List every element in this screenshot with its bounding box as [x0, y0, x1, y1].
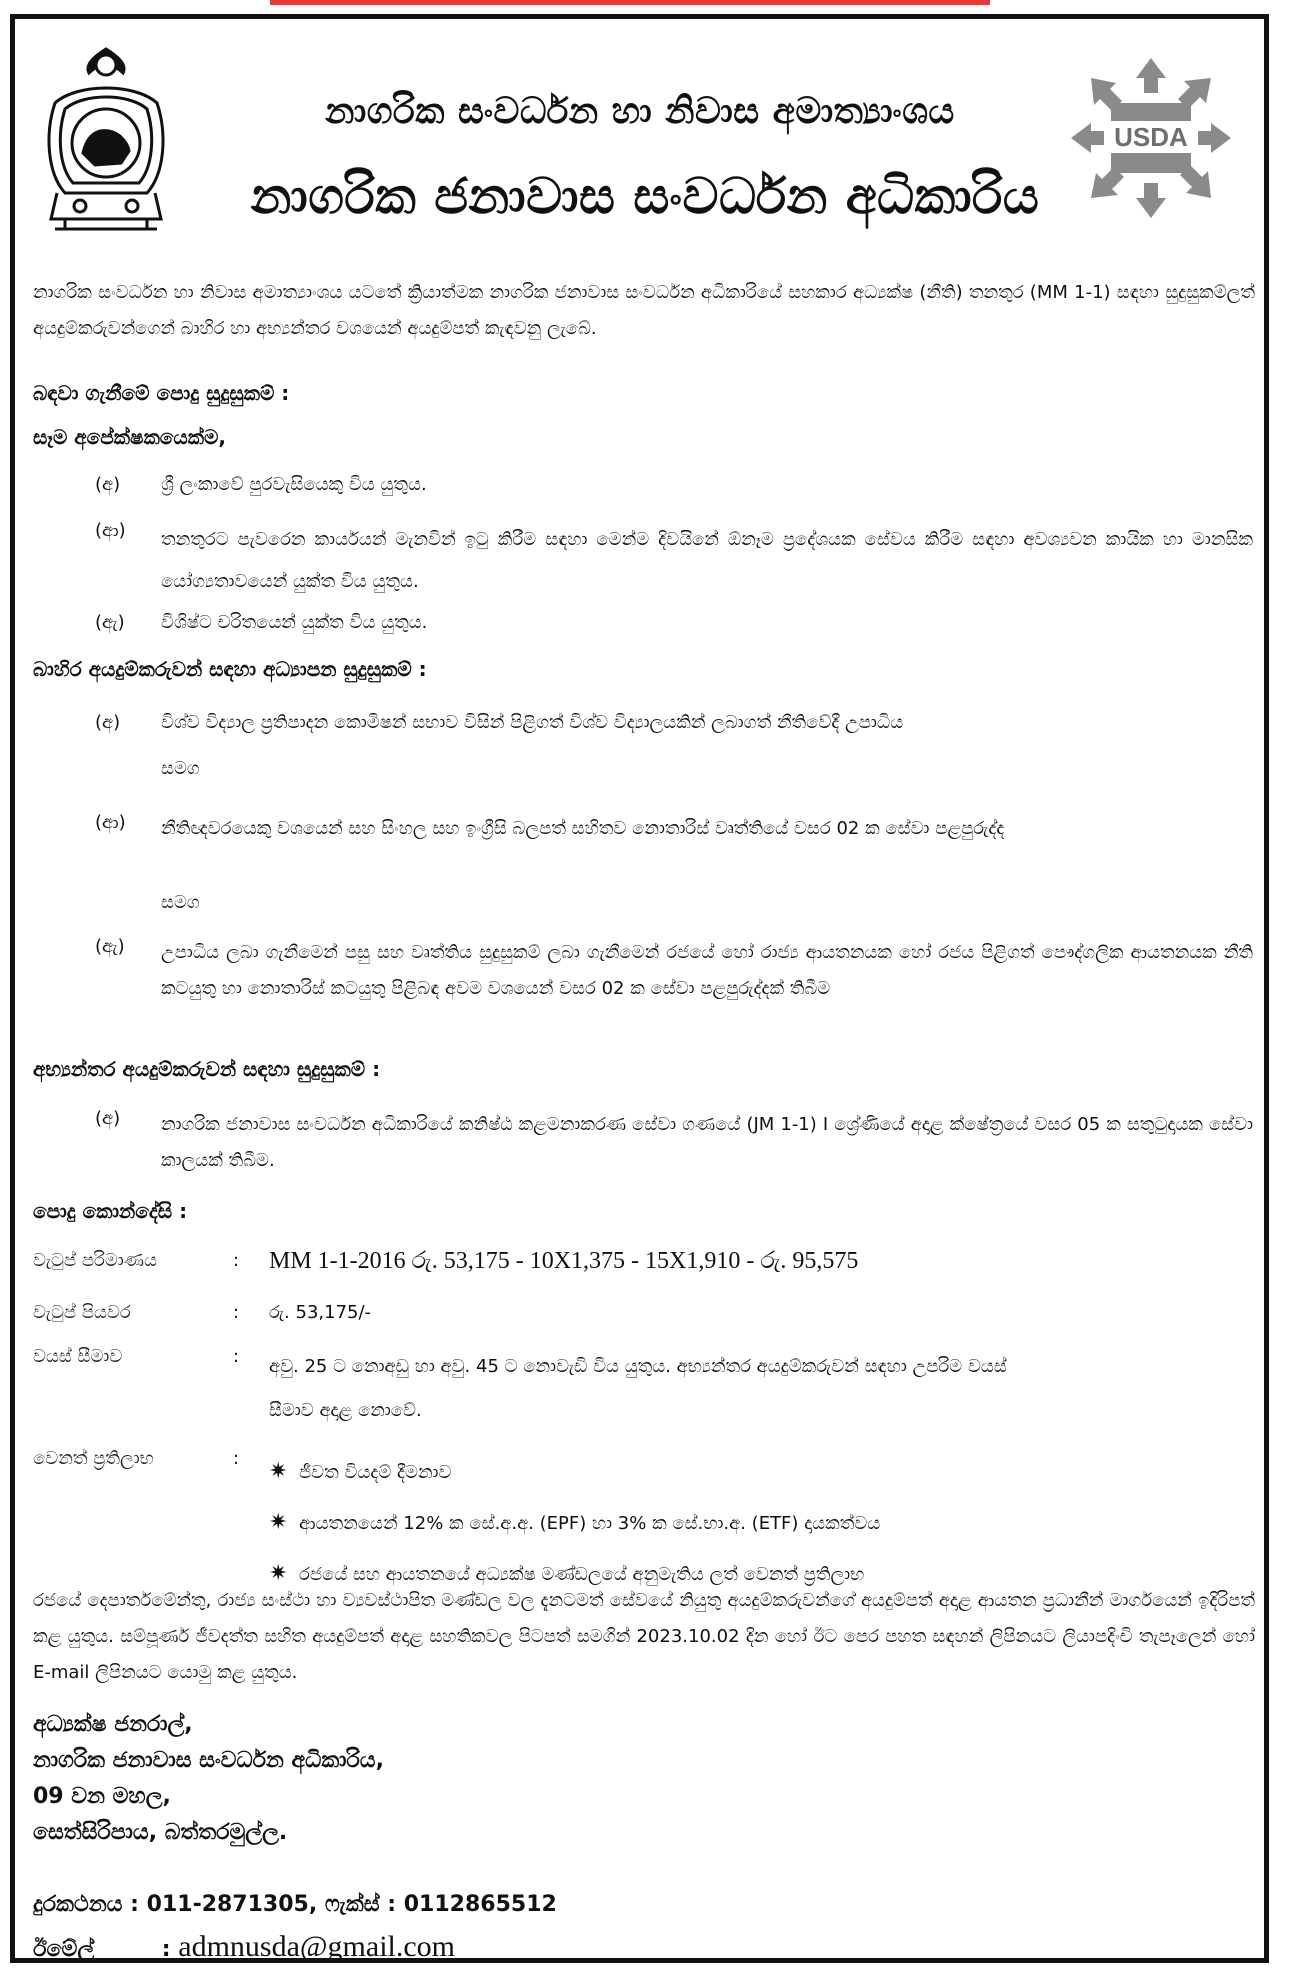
item-label: (ආ) — [95, 812, 126, 833]
advertisement-frame — [10, 14, 1269, 1963]
item-join: සමග — [161, 758, 200, 779]
phone-number[interactable]: 011-2871305, — [146, 1892, 318, 1917]
benefit-item: ✷ රජයේ සහ ආයතනයේ අධ්‍යක්ෂ මණ්ඩලයේ අනුමැතිය ලත් වෙනත් ප්‍රතිලාභ — [269, 1564, 864, 1585]
sri-lanka-emblem-icon — [35, 43, 177, 235]
authority-title: නාගරික ජනාවාස සංවර්ධන අධිකාරිය — [250, 167, 1040, 225]
item-label: (ඇ) — [95, 936, 125, 957]
closing-paragraph: රජයේ දෙපාර්තමේන්තු, රාජ්‍ය සංස්ථා හා ව්‍යවස්ථාපිත මණ්ඩල වල දැනටමත් සේවයේ නියුතු අයදුම්කරුවන්ගේ අයදුම්පත් අදාළ ආයතන ප්‍රධානීන් මාර්ගයෙන් ඉදිරිපත් කළ යුතුය. සම්පූර්ණ ජීවදත්ත සහිත අයදුම්පත් අදාළ සහතිකවල පිටපත් සමගින් 2023.10.02 දින හෝ ඊට පෙර පහත සඳහන් ලිපිනයට ලියාපදිංචි තැපෑලෙන් හෝ E-mail ලිපිනයට යොමු කළ යුතුය. — [33, 1590, 1255, 1683]
colon: : — [233, 1250, 240, 1271]
age-limit-label: වයස් සීමාව — [33, 1346, 123, 1367]
email-colon: : — [161, 1937, 171, 1962]
item-label: (අ) — [95, 474, 121, 495]
colon: : — [233, 1346, 240, 1367]
item-label: (අ) — [95, 1108, 121, 1129]
item-label: (ඇ) — [95, 612, 125, 633]
email-line — [33, 1930, 456, 1963]
colon: : — [233, 1448, 240, 1469]
email-label: ඊමේල් — [33, 1937, 95, 1962]
address-line: 09 වන මහල, — [33, 1784, 171, 1809]
salary-scale-value: MM 1-1-2016 රු. 53,175 - 10X1,375 - 15X1,910 - රු. 95,575 — [269, 1248, 859, 1274]
address-line: සෙත්සිරිපාය, බත්තරමුල්ල. — [33, 1820, 288, 1845]
benefit-item: ✷ ජීවත වියදම් දීමනාව — [269, 1462, 451, 1483]
header — [15, 19, 1264, 259]
star-bullet-icon: ✷ — [269, 1561, 288, 1586]
salary-step-value: රු. 53,175/- — [269, 1302, 372, 1323]
intro-paragraph: නාගරික සංවර්ධන හා නිවාස අමාත්‍යාංශය යටතේ ක්‍රියාත්මක නාගරික ජනාවාස සංවර්ධන අධිකාරියේ සහකාර අධ්‍යක්ෂ (නීති) තනතුර (MM 1-1) සඳහා සුදුසුකම්ලත් අයදුම්කරුවන්ගෙන් බාහිර හා අභ්‍යන්තර වශයෙන් අයදුම්පත් කැඳවනු ලැබේ. — [33, 282, 1255, 339]
general-conditions-heading: පොදු කොන්දේසි : — [33, 1199, 188, 1223]
salary-scale-label: වැටුප් පරිමාණය — [33, 1250, 157, 1271]
age-limit-value: අවු. 25 ට නොඅඩු හා අවු. 45 ට නොවැඩි විය යුතුය. අභ්‍යන්තර අයදුම්කරුවන් සඳහා උපරිම වයස් සීමාව අදාළ නොවේ. — [269, 1356, 1007, 1421]
address-line: අධ්‍යක්ෂ ජනරාල්, — [33, 1712, 193, 1737]
address-line: නාගරික ජනාවාස සංවර්ධන අධිකාරිය, — [33, 1748, 384, 1773]
phone-label: දුරකථනය : — [33, 1892, 139, 1917]
top-accent-bar — [270, 0, 990, 5]
item-text: නාගරික ජනාවාස සංවර්ධන අධිකාරියේ කනිෂ්ඨ කළමනාකරණ සේවා ගණයේ (JM 1-1) I ශ්‍රේණියේ අදාළ ක්ෂේත්‍රයේ වසර 05 ක සතුටුදායක සේවා කාලයක් තිබීම. — [161, 1114, 1253, 1171]
internal-qualifications-heading: අභ්‍යන්තර අයදුම්කරුවන් සඳහා සුදුසුකම් : — [33, 1057, 381, 1081]
item-text: තනතුරට පැවරෙන කාර්යයන් මැනවින් ඉටු කිරීම සඳහා මෙන්ම දිවයිනේ ඕනෑම ප්‍රදේශයක සේවය කිරීම සඳහා අවශ්‍යවන කායික හා මානසික යෝග්‍යතාවයෙන් යුක්ත විය යුතුය. — [161, 529, 1253, 592]
item-text: විශිෂ්ට චරිතයෙන් යුක්ත විය යුතුය. — [161, 612, 428, 633]
colon: : — [233, 1302, 240, 1323]
item-text: නීතිඥවරයෙකු වශයෙන් සහ සිංහල සහ ඉංග්‍රීසි බලපත් සහිතව නොතාරිස් වෘත්තියේ වසර 02 ක සේවා පළපුරුද්ද — [161, 818, 1005, 839]
item-text: උපාධිය ලබා ගැනීමෙන් පසු සහ වෘත්තිය සුදුසුකම් ලබා ගැනීමෙන් රජයේ හෝ රාජ්‍ය ආයතනයක හෝ රජය පිළිගත් පෞද්ගලික ආයතනයක නීති කටයුතු හා නොතාරිස් කටයුතු පිළිබඳ අවම වශයෙන් වසර 02 ක සේවා පළපුරුද්දක් තිබීම — [161, 942, 1253, 999]
every-applicant-subheading: සෑම අපේක්ෂකයෙක්ම, — [33, 425, 227, 449]
star-bullet-icon: ✷ — [269, 1459, 288, 1484]
benefits-label: වෙනත් ප්‍රතිලාභ — [33, 1448, 154, 1469]
address-block — [33, 1707, 384, 1851]
benefit-item: ✷ ආයතනයෙන් 12% ක සේ.අ.අ. (EPF) හා 3% ක සේ.භා.අ. (ETF) දායකත්වය — [269, 1513, 880, 1534]
item-text: ශ්‍රී ලංකාවේ පුරවැසියෙකු විය යුතුය. — [161, 474, 427, 495]
usda-logo-text: USDA — [1114, 122, 1188, 152]
general-qualifications-heading: බඳවා ගැනීමේ පොදු සුදුසුකම් : — [33, 381, 290, 405]
benefits-list — [269, 1447, 1229, 1600]
fax-number: 0112865512 — [403, 1892, 557, 1917]
usda-logo-icon — [1066, 53, 1236, 223]
item-text: විශ්ව විද්‍යාල ප්‍රතිපාදන කොමිෂන් සභාව විසින් පිළිගත් විශ්ව විද්‍යාලයකින් ලබාගත් නීතිවේදී උපාධිය — [161, 712, 904, 733]
item-join: සමග — [161, 892, 200, 913]
email-link[interactable]: admnusda@gmail.com — [178, 1930, 456, 1963]
fax-label: ෆැක්ස් : — [324, 1892, 397, 1917]
salary-step-label: වැටුප් පියවර — [33, 1302, 131, 1323]
ministry-title: නාගරික සංවර්ධන හා නිවාස අමාත්‍යාංශය — [325, 91, 955, 132]
star-bullet-icon: ✷ — [269, 1510, 288, 1535]
item-label: (ආ) — [95, 520, 126, 541]
external-qualifications-heading: බාහිර අයදුම්කරුවන් සඳහා අධ්‍යාපන සුදුසුකම් : — [33, 657, 427, 681]
item-label: (අ) — [95, 712, 121, 733]
phone-fax-line — [33, 1893, 557, 1917]
